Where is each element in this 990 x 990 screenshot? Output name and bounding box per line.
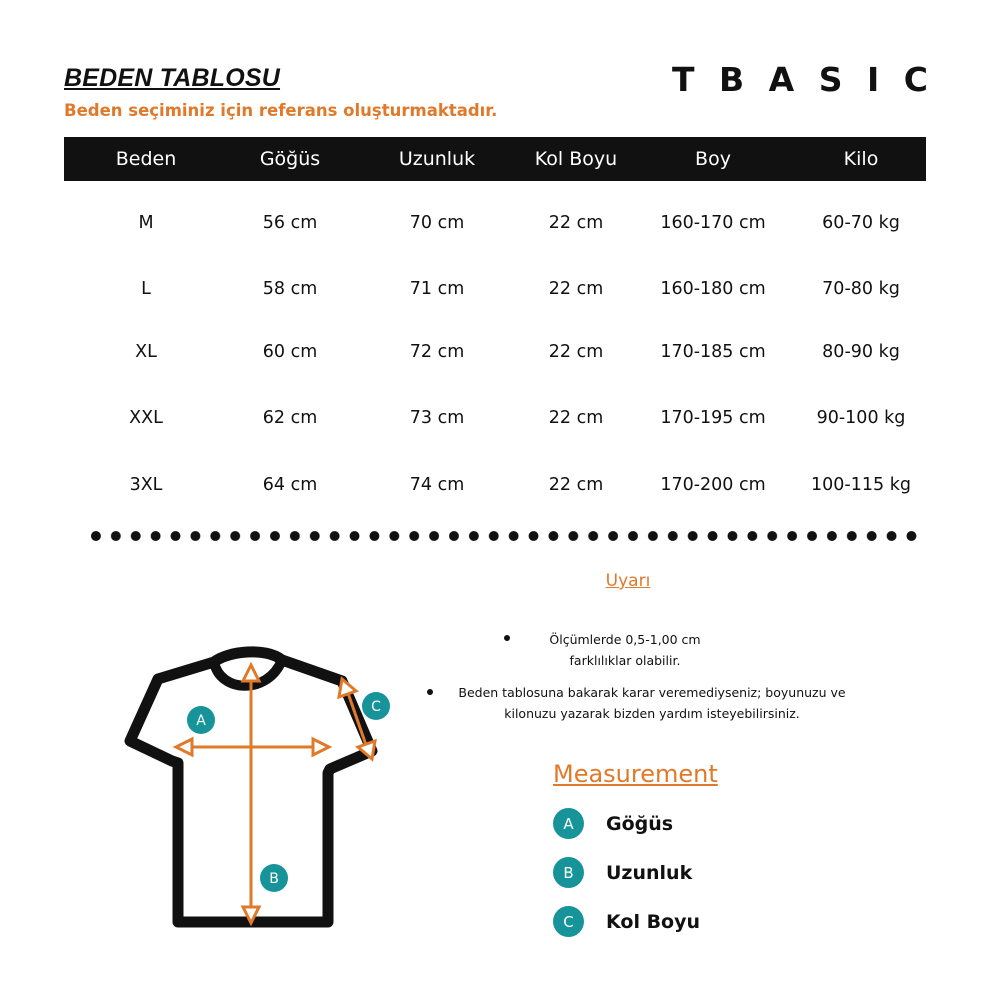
table-row xyxy=(64,330,926,373)
table-header xyxy=(64,137,926,181)
table-row xyxy=(64,463,926,506)
brand-logo xyxy=(672,60,928,99)
table-cell: 22 cm xyxy=(548,212,604,233)
table-cell: 170-195 cm xyxy=(660,407,766,428)
table-cell: 73 cm xyxy=(409,407,465,428)
legend-label: Göğüs xyxy=(606,812,674,835)
table-cell: 22 cm xyxy=(548,474,604,495)
column-header-beden: Beden xyxy=(115,148,177,170)
column-header-kilo: Kilo xyxy=(843,148,879,170)
badge-c-label: C xyxy=(371,699,381,715)
badge-b-label: B xyxy=(269,871,279,887)
table-cell: 62 cm xyxy=(262,407,318,428)
table-cell: M xyxy=(138,212,154,233)
table-cell: 3XL xyxy=(129,474,163,495)
bullet-icon xyxy=(427,689,433,695)
table-cell: 60-70 kg xyxy=(822,212,900,233)
table-cell: XL xyxy=(135,341,157,362)
warning-note: Beden tablosuna bakarak karar veremediyseniz; boyunuzu ve kilonuzu yazarak bizden yardım isteyebilirsiniz. xyxy=(458,685,846,721)
brand-letter: C xyxy=(903,60,928,99)
badge-c-icon: C xyxy=(553,906,584,937)
table-cell: 22 cm xyxy=(548,341,604,362)
legend-label: Kol Boyu xyxy=(606,910,701,933)
legend-label: Uzunluk xyxy=(606,861,693,884)
warning-note: Ölçümlerde 0,5-1,00 cm farklılıklar olabilir. xyxy=(549,632,701,668)
table-cell: L xyxy=(141,278,151,299)
legend-item xyxy=(553,857,692,888)
dotted-divider xyxy=(86,530,918,542)
table-cell: 58 cm xyxy=(262,278,318,299)
table-row xyxy=(64,201,926,244)
table-cell: 60 cm xyxy=(262,341,318,362)
badge-a-icon: A xyxy=(553,808,584,839)
tshirt-diagram xyxy=(120,645,390,935)
table-cell: 22 cm xyxy=(548,278,604,299)
table-cell: 170-200 cm xyxy=(660,474,766,495)
table-cell: 170-185 cm xyxy=(660,341,766,362)
page-subtitle: Beden seçiminiz için referans oluşturmaktadır. xyxy=(64,101,498,120)
badge-b-icon xyxy=(260,864,288,892)
brand-letter: S xyxy=(818,60,843,99)
badge-c-icon xyxy=(362,692,390,720)
table-cell: 64 cm xyxy=(262,474,318,495)
table-cell: 80-90 kg xyxy=(822,341,900,362)
brand-letter: I xyxy=(867,60,880,99)
brand-letter: B xyxy=(719,60,745,99)
legend-item xyxy=(553,906,700,937)
page-title: BEDEN TABLOSU xyxy=(64,64,281,92)
column-header-boy: Boy xyxy=(695,148,731,170)
bullet-icon xyxy=(504,635,510,641)
column-header-kol-boyu: Kol Boyu xyxy=(534,148,618,170)
column-header-uzunluk: Uzunluk xyxy=(398,148,476,170)
table-row xyxy=(64,396,926,439)
brand-letter: T xyxy=(672,60,695,99)
table-cell: 56 cm xyxy=(262,212,318,233)
table-row xyxy=(64,267,926,310)
size-table xyxy=(64,137,926,506)
column-header-gogus: Göğüs xyxy=(259,148,321,170)
legend-item xyxy=(553,808,673,839)
table-cell: 90-100 kg xyxy=(816,407,906,428)
warning-title: Uyarı xyxy=(605,571,651,591)
badge-a-label: A xyxy=(196,713,206,729)
brand-letter: A xyxy=(768,60,795,99)
badge-a-icon xyxy=(187,706,215,734)
table-cell: 160-180 cm xyxy=(660,278,766,299)
table-cell: 71 cm xyxy=(409,278,465,299)
badge-b-icon: B xyxy=(553,857,584,888)
measurement-title: Measurement xyxy=(553,760,718,788)
table-cell: 100-115 kg xyxy=(811,474,911,495)
table-cell: XXL xyxy=(129,407,163,428)
table-cell: 160-170 cm xyxy=(660,212,766,233)
table-cell: 70 cm xyxy=(409,212,465,233)
table-cell: 72 cm xyxy=(409,341,465,362)
table-cell: 70-80 kg xyxy=(822,278,900,299)
table-cell: 22 cm xyxy=(548,407,604,428)
table-cell: 74 cm xyxy=(409,474,465,495)
